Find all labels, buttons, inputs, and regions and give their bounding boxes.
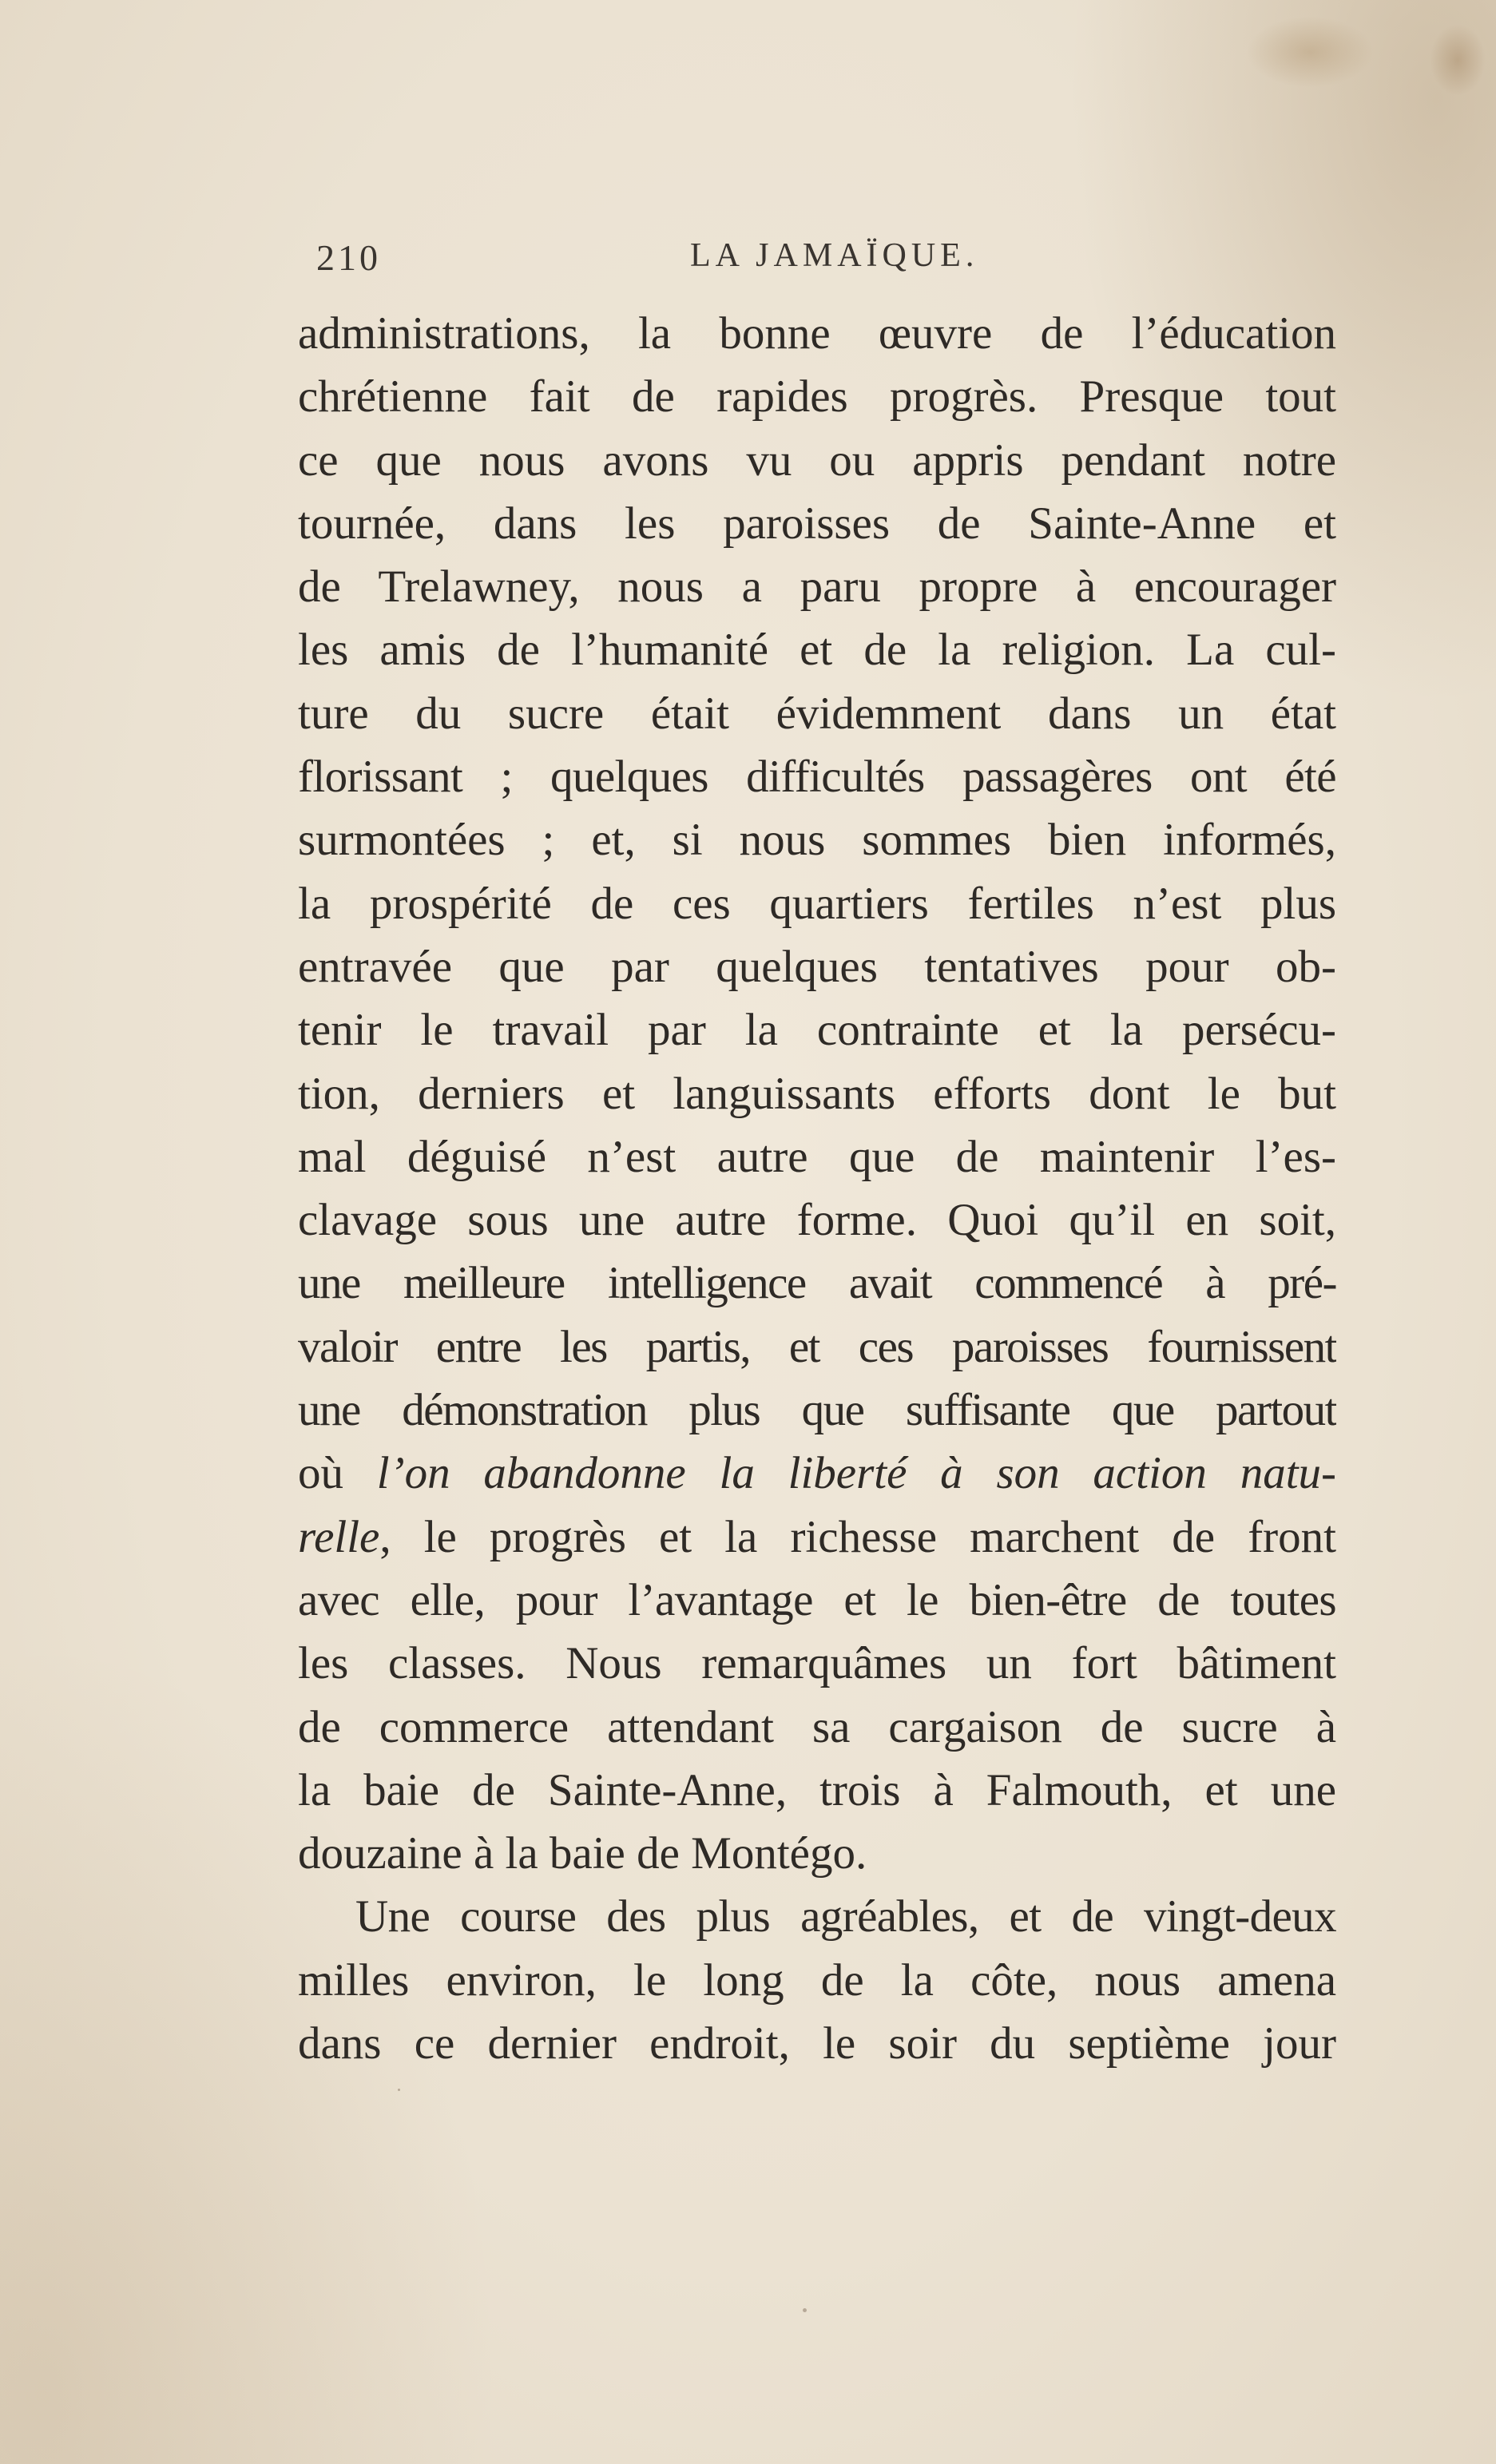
running-title: LA JAMAÏQUE. xyxy=(690,237,979,274)
text-line: tenir le travail par la contrainte et la persécu- xyxy=(298,1005,1336,1056)
text-line: ture du sucre était évidemment dans un état xyxy=(298,688,1336,739)
text-line: entravée que par quelques tentatives pour ob- xyxy=(298,941,1336,992)
text-line: florissant ; quelques difficultés passagères ont été xyxy=(298,752,1336,803)
text-line: mal déguisé n’est autre que de maintenir l’es- xyxy=(298,1131,1336,1182)
body-text xyxy=(298,302,1336,2075)
text-line: Une course des plus agréables, et de vingt-deux xyxy=(355,1891,1336,1942)
text-line xyxy=(298,1506,1336,1569)
text-line: douzaine à la baie de Montégo. xyxy=(298,1828,867,1879)
italic-phrase: l’on abandonne la liberté à son action natu- xyxy=(376,1448,1336,1499)
text-line: la prospérité de ces quartiers fertiles n’est plus xyxy=(298,878,1336,929)
paper-stain xyxy=(1430,24,1486,96)
text-line: clavage sous une autre forme. Quoi qu’il en soit, xyxy=(298,1195,1336,1246)
text-line: chrétienne fait de rapides progrès. Presque tout xyxy=(298,371,1336,423)
text-line: milles environ, le long de la côte, nous amena xyxy=(298,1954,1336,2006)
paper-speck xyxy=(803,2308,807,2312)
text-line: surmontées ; et, si nous sommes bien informés, xyxy=(298,815,1336,866)
text-line: les amis de l’humanité et de la religion. La cul- xyxy=(298,625,1336,676)
text-line: une meilleure intelligence avait commencé à pré- xyxy=(298,1258,1336,1309)
text-line: tion, derniers et languissants efforts dont le but xyxy=(298,1068,1336,1119)
text-line: une démonstration plus que suffisante que partout xyxy=(298,1385,1336,1436)
text-line: de Trelawney, nous a paru propre à encourager xyxy=(298,561,1336,613)
text-line: de commerce attendant sa cargaison de sucre à xyxy=(298,1701,1336,1752)
text-line: les classes. Nous remarquâmes un fort bâtiment xyxy=(298,1638,1336,1689)
text-line: administrations, la bonne œuvre de l’éducation xyxy=(298,308,1336,359)
text-line: la baie de Sainte-Anne, trois à Falmouth, et une xyxy=(298,1764,1336,1815)
running-head xyxy=(316,236,1355,292)
text-line: avec elle, pour l’avantage et le bien-être de toutes xyxy=(298,1574,1336,1625)
text-line: tournée, dans les paroisses de Sainte-Anne et xyxy=(298,498,1336,549)
italic-phrase: relle xyxy=(298,1511,380,1562)
text-line: dans ce dernier endroit, le soir du septième jour xyxy=(298,2018,1336,2069)
text-line: valoir entre les partis, et ces paroisses fournissent xyxy=(298,1321,1336,1372)
paper-stain xyxy=(1246,16,1374,88)
text-run: , le progrès et la richesse marchent de front xyxy=(379,1511,1336,1562)
text-run: où xyxy=(298,1448,377,1499)
text-line xyxy=(298,1442,1336,1505)
text-line: ce que nous avons vu ou appris pendant notre xyxy=(298,434,1336,486)
page-number: 210 xyxy=(316,237,381,278)
paper-speck xyxy=(398,2089,400,2091)
